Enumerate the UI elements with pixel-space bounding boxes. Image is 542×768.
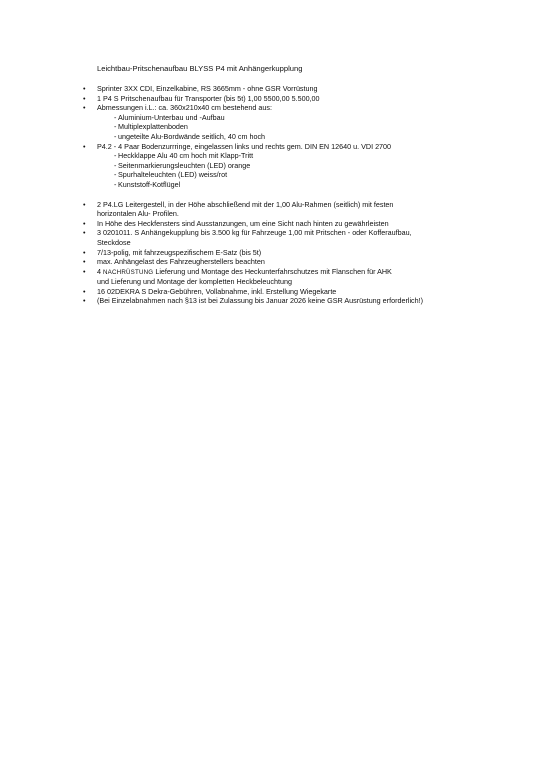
item-text: 7/13-polig, mit fahrzeugspezifischem E-Satz (bis 5t) — [97, 247, 262, 257]
list-item — [0, 84, 517, 94]
sub-item-text: Multiplexplattenboden — [118, 122, 188, 132]
item-text: In Höhe des Heckfensters sind Ausstanzungen, um eine Sicht nach hinten zu gewährleisten — [97, 218, 389, 228]
list-item — [0, 267, 517, 287]
bullet: • — [83, 93, 86, 103]
item-text: Steckdose — [97, 237, 131, 247]
item-text: max. Anhängelast des Fahrzeugherstellers beachten — [97, 257, 265, 267]
list-item — [0, 296, 517, 306]
list-item — [0, 257, 517, 267]
list-item — [0, 142, 517, 190]
sub-item-text: ungeteilte Alu-Bordwände seitlich, 40 cm hoch — [118, 131, 266, 141]
item-text: (Bei Einzelabnahmen nach §13 ist bei Zulassung bis Januar 2026 keine GSR Ausrüstung erforderlich!) — [97, 296, 424, 306]
item-text-rest: Lieferung und Montage des Heckunterfahrschutzes mit Flanschen für AHK — [153, 266, 392, 276]
bullet: • — [83, 141, 86, 151]
list-item — [0, 200, 517, 219]
list-item — [0, 228, 517, 247]
item-text: Abmessungen i.L.: ca. 360x210x40 cm bestehend aus: — [97, 103, 273, 113]
sub-item — [97, 180, 517, 190]
spec-list — [0, 84, 542, 306]
bullet: • — [83, 257, 86, 267]
item-text: 3 0201011. S Anhängekupplung bis 3.500 kg für Fahrzeuge 1,00 mit Pritschen - oder Kofferaufbau, — [97, 228, 412, 238]
sub-list — [97, 151, 517, 189]
bullet: • — [83, 247, 86, 257]
bullet: • — [83, 103, 86, 113]
list-item — [0, 287, 517, 297]
sub-item-text: Seitenmarkierungsleuchten (LED) orange — [118, 160, 251, 170]
dash: - — [114, 112, 117, 122]
sub-item — [97, 122, 517, 132]
sub-list — [97, 113, 517, 142]
dash: - — [114, 131, 117, 141]
item-text: horizontalen Alu- Profilen. — [97, 209, 179, 219]
item-smallcaps: NACHRÜSTUNG — [103, 268, 154, 276]
list-item — [0, 94, 517, 104]
sub-item — [97, 161, 517, 171]
sub-item — [97, 113, 517, 123]
sub-item-text: Heckklappe Alu 40 cm hoch mit Klapp-Tritt — [118, 151, 254, 161]
dash: - — [114, 151, 117, 161]
sub-item — [97, 170, 517, 180]
item-text — [97, 267, 517, 278]
bullet: • — [83, 296, 86, 306]
item-text: und Lieferung und Montage der kompletten Heckbeleuchtung — [97, 277, 292, 287]
sub-item-text: Aluminium-Unterbau und -Aufbau — [118, 112, 225, 122]
sub-item-text: Spurhalteleuchten (LED) weiss/rot — [118, 170, 228, 180]
dash: - — [114, 160, 117, 170]
dash: - — [114, 179, 117, 189]
bullet: • — [83, 84, 86, 93]
bullet: • — [83, 286, 86, 296]
dash: - — [114, 122, 117, 132]
dash: - — [114, 170, 117, 180]
item-prefix: 4 — [97, 266, 103, 276]
bullet: • — [83, 228, 86, 238]
document-title: Leichtbau-Pritschenaufbau BLYSS P4 mit Anhängerkupplung — [97, 64, 303, 73]
list-item — [0, 248, 517, 258]
sub-item — [97, 132, 517, 142]
sub-item-text: Kunststoff-Kotflügel — [118, 179, 181, 189]
bullet: • — [83, 199, 86, 209]
item-text: 2 P4.LG Leitergestell, in der Höhe abschließend mit der 1,00 Alu-Rahmen (seitlich) mit festen — [97, 199, 394, 209]
list-item — [0, 219, 517, 229]
item-text: P4.2 - 4 Paar Bodenzurrringe, eingelassen links und rechts gem. DIN EN 12640 u. VDI 2700 — [97, 141, 392, 151]
item-text: 1 P4 S Pritschenaufbau für Transporter (bis 5t) 1,00 5500,00 5.500,00 — [97, 93, 320, 103]
bullet: • — [83, 266, 86, 276]
item-text: 16 02DEKRA S Dekra-Gebühren, Vollabnahme, inkl. Erstellung Wiegekarte — [97, 286, 337, 296]
sub-item — [97, 151, 517, 161]
bullet: • — [83, 218, 86, 228]
item-text: Sprinter 3XX CDI, Einzelkabine, RS 3665mm - ohne GSR Vorrüstung — [97, 84, 318, 93]
list-item — [0, 103, 517, 141]
